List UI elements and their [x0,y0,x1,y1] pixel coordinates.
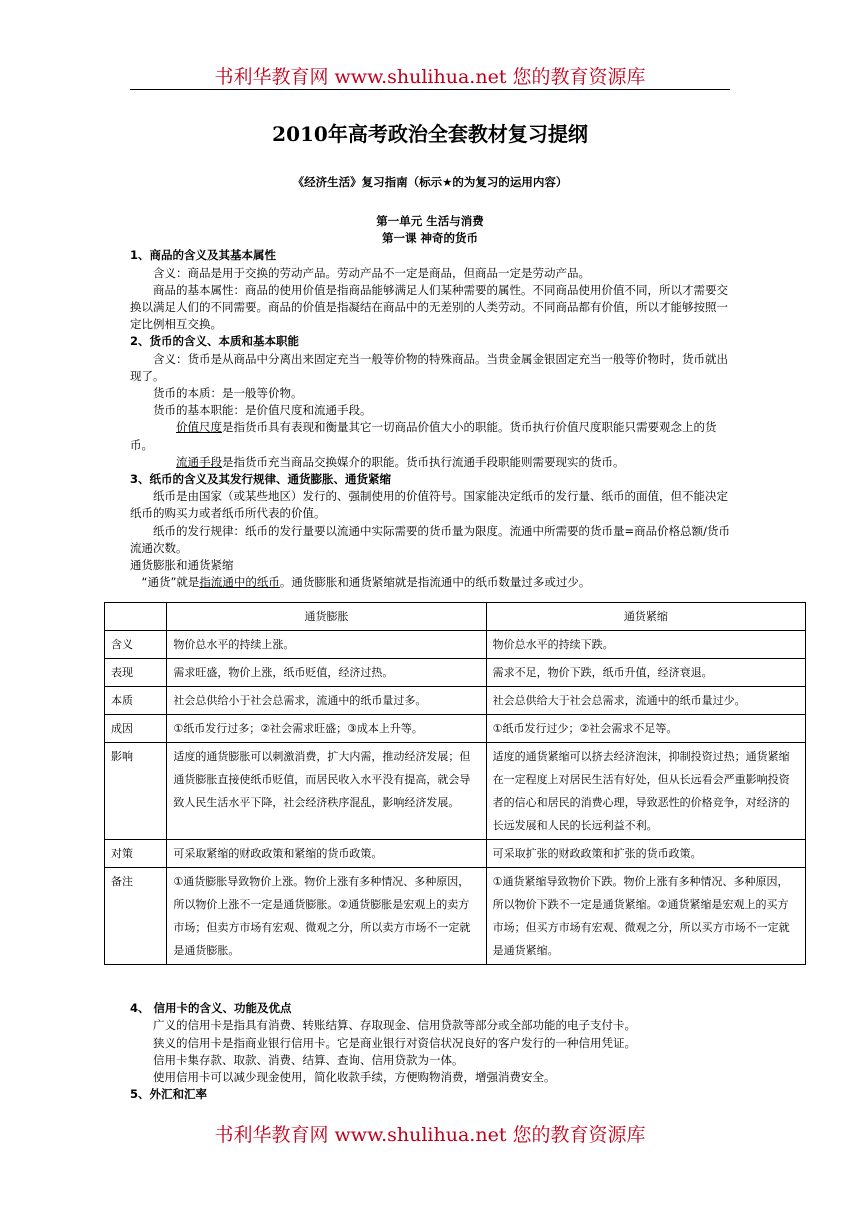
table-cell: 可采取扩张的财政政策和扩张的货币政策。 [486,840,805,868]
paragraph: 广义的信用卡是指具有消费、转账结算、存取现金、信用贷款等部分或全部功能的电子支付卡。 [153,1018,636,1033]
section-heading-2: 2、货币的含义、本质和基本职能 [130,334,299,349]
table-cell: ①纸币发行过多；②社会需求旺盛；③成本上升等。 [167,715,486,743]
row-label: 成因 [105,715,167,743]
table-header-cell [105,603,167,631]
table-row [105,840,806,868]
table-row [105,868,806,965]
table-cell: 物价总水平的持续上涨。 [167,631,486,659]
footer-banner: 书利华教育网 www.shulihua.net 您的教育资源库 [214,1124,646,1146]
term-underlined: 流通手段 [176,454,222,469]
table-header-cell: 通货膨胀 [167,603,486,631]
paragraph: 狭义的信用卡是指商业银行信用卡。它是商业银行对资信状况良好的客户发行的一种信用凭证。 [153,1035,636,1050]
section-heading-4: 4、 信用卡的含义、功能及优点 [130,1001,292,1015]
row-label: 备注 [105,868,167,965]
main-content [130,213,730,591]
table-header-cell: 通货紧缩 [486,603,805,631]
paragraph: 通货膨胀和通货紧缩 [130,558,234,573]
header-banner: 书利华教育网 www.shulihua.net 您的教育资源库 [214,66,646,88]
paragraph: 含义：货币是从商品中分离出来固定充当一般等价物的特殊商品。当贵金属金银固定充当一般等价物时，货币就出现了。 [130,351,728,383]
table-row [105,659,806,687]
comparison-table [104,602,806,965]
definition-text: 是指货币充当商品交换媒介的职能。货币执行流通手段职能则需要现实的货币。 [222,454,625,469]
table-cell: 适度的通货紧缩可以挤去经济泡沫，抑制投资过热；通货紧缩在一定程度上对居民生活有好处，但从长远看会严重影响投资者的信心和居民的消费心理，导致恶性的价格竞争，对经济的长远发展和人民的长远利益不利。 [486,743,805,840]
table-cell: ①纸币发行过少；②社会需求不足等。 [486,715,805,743]
bottom-content [130,1000,730,1104]
paragraph: 含义：商品是用于交换的劳动产品。劳动产品不一定是商品，但商品一定是劳动产品。 [153,265,590,280]
table-header-row [105,603,806,631]
row-label: 表现 [105,659,167,687]
table-row [105,743,806,840]
table-cell: ①通货紧缩导致物价下跌。物价上涨有多种情况、多种原因，所以物价下跌不一定是通货紧缩。②通货紧缩是宏观上的买方市场；但买方市场有宏观、微观之分，所以买方市场不一定就是通货紧缩。 [486,868,805,965]
paragraph: 货币的基本职能：是价值尺度和流通手段。 [153,403,372,418]
paragraph: 使用信用卡可以减少现金使用，简化收款手续，方便购物消费，增强消费安全。 [153,1070,556,1085]
table-cell: 需求不足，物价下跌，纸币升值，经济衰退。 [486,659,805,687]
table-cell: 社会总供给大于社会总需求，流通中的纸币量过少。 [486,687,805,715]
table-cell: ①通货膨胀导致物价上涨。物价上涨有多种情况、多种原因，所以物价上涨不一定是通货膨胀。②通货膨胀是宏观上的卖方市场；但卖方市场有宏观、微观之分，所以卖方市场不一定就是通货膨胀。 [167,868,486,965]
table-cell: 物价总水平的持续下跌。 [486,631,805,659]
paragraph: 货币的本质：是一般等价物。 [153,386,303,401]
section-heading-3: 3、纸币的含义及其发行规律、通货膨胀、通货紧缩 [130,472,391,487]
table-row [105,715,806,743]
row-label: 本质 [105,687,167,715]
table-row [105,631,806,659]
term-underlined: 指流通中的纸币 [199,575,280,590]
paragraph: 纸币的发行规律：纸币的发行量要以流通中实际需要的货币量为限度。流通中所需要的货币量=商品价格总额/货币流通次数。 [130,523,731,555]
table-row [105,687,806,715]
header-divider [130,89,730,90]
paragraph: 纸币是由国家（或某些地区）发行的、强制使用的价值符号。国家能决定纸币的发行量、纸币的面值，但不能决定纸币的购买力或者纸币所代表的价值。 [130,489,728,521]
page-subtitle: 《经济生活》复习指南（标示★的为复习的运用内容） [292,175,568,189]
paragraph: “通货”就是指流通中的纸币。通货膨胀和通货紧缩就是指流通中的纸币数量过多或过少。 [141,575,591,590]
section-heading-5: 5、外汇和汇率 [130,1087,208,1102]
paragraph: 信用卡集存款、取款、消费、结算、查询、信用贷款为一体。 [153,1052,464,1067]
term-underlined: 价值尺度 [176,420,222,435]
paragraph [130,454,730,471]
table-cell: 可采取紧缩的财政政策和紧缩的货币政策。 [167,840,486,868]
row-label: 对策 [105,840,167,868]
table-cell: 需求旺盛，物价上涨，纸币贬值，经济过热。 [167,659,486,687]
table-cell: 适度的通货膨胀可以刺激消费，扩大内需，推动经济发展；但通货膨胀直接使纸币贬值，而居民收入水平没有提高，就会导致人民生活水平下降，社会经济秩序混乱，影响经济发展。 [167,743,486,840]
paragraph [130,419,730,453]
lesson-title: 第一课 神奇的货币 [381,231,478,246]
page-title: 2010年高考政治全套教材复习提纲 [272,122,588,146]
unit-title: 第一单元 生活与消费 [376,214,484,228]
section-heading-1: 1、商品的含义及其基本属性 [130,248,277,263]
row-label: 含义 [105,631,167,659]
paragraph: 商品的基本属性：商品的使用价值是指商品能够满足人们某种需要的属性。不同商品使用价值不同，所以才需要交换以满足人们的不同需要。商品的价值是指凝结在商品中的无差别的人类劳动。不同商品都有价值，所以才能够按照一定比例相互交换。 [130,282,728,332]
row-label: 影响 [105,743,167,840]
definition-text: 是指货币具有表现和衡量其它一切商品价值大小的职能。货币执行价值尺度职能只需要观念上的货币。 [130,420,717,452]
table-cell: 社会总供给小于社会总需求，流通中的纸币量过多。 [167,687,486,715]
